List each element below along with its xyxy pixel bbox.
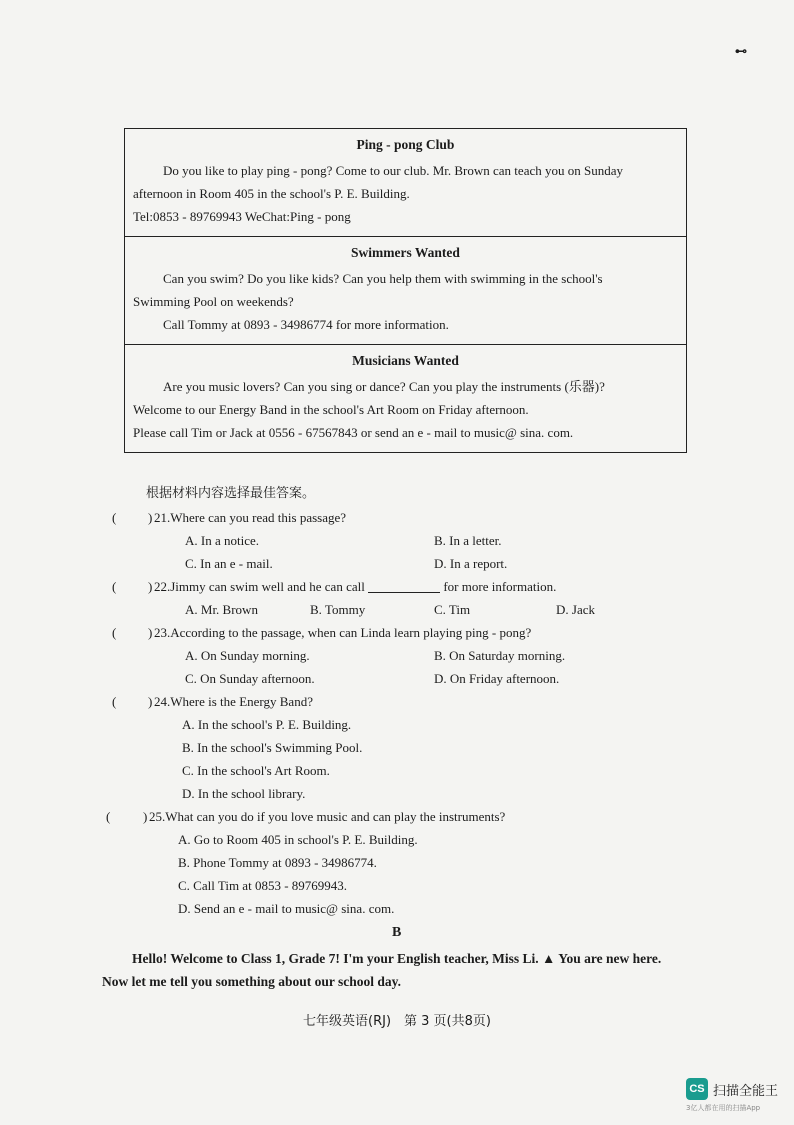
option-d: D. In a report. <box>434 556 508 571</box>
scanner-logo <box>686 1078 778 1100</box>
option-a: A. Mr. Brown <box>185 602 258 617</box>
option-a: A. On Sunday morning. <box>185 648 310 663</box>
ad-musicians <box>125 345 686 452</box>
question-stem-row <box>100 506 700 529</box>
passage-paragraph: Hello! Welcome to Class 1, Grade 7! I'm your English teacher, Miss Li. ▲ You are new here. Now let me tell you something about our school day. <box>102 951 662 989</box>
option-row <box>100 897 700 920</box>
answer-paren-open: ( <box>112 510 117 525</box>
option-c: C. In an e - mail. <box>185 556 273 571</box>
option-row <box>100 598 700 621</box>
answer-paren-open: ( <box>112 694 117 709</box>
scanner-tagline: 3亿人都在用的扫描App <box>686 1104 761 1112</box>
instruction: 根据材料内容选择最佳答案。 <box>146 486 316 501</box>
ads-box <box>124 128 687 453</box>
option-c: C. On Sunday afternoon. <box>185 671 315 686</box>
option-b: B. Tommy <box>310 602 366 617</box>
answer-paren-close: ) <box>148 694 153 709</box>
option-row <box>100 667 700 690</box>
passage-b <box>102 947 688 993</box>
question-stem: 24.Where is the Energy Band? <box>154 694 313 709</box>
option-b: B. In a letter. <box>434 533 502 548</box>
option-a: A. In a notice. <box>185 533 260 548</box>
ad-line: Please call Tim or Jack at 0556 - 67567843 or send an e - mail to music@ sina. com. <box>133 425 574 440</box>
answer-paren-close: ) <box>143 809 148 824</box>
option-row <box>100 552 700 575</box>
option-b: B. In the school's Swimming Pool. <box>182 740 363 755</box>
option-row <box>100 759 700 782</box>
ad-line: afternoon in Room 405 in the school's P. E. Building. <box>133 186 410 201</box>
section-heading: B <box>392 925 402 940</box>
ad-title: Musicians Wanted <box>352 353 459 368</box>
option-row <box>100 851 700 874</box>
question-stem-row <box>100 690 700 713</box>
answer-paren-open: ( <box>106 809 111 824</box>
cs-logo-icon: CS <box>686 1078 708 1100</box>
option-row <box>100 782 700 805</box>
answer-blank[interactable] <box>368 578 440 593</box>
question-stem: 21.Where can you read this passage? <box>154 510 347 525</box>
question-stem: 22.Jimmy can swim well and he can call for more information. <box>154 579 557 594</box>
option-c: C. Tim <box>434 602 471 617</box>
question-stem-row <box>100 575 700 598</box>
option-row <box>100 713 700 736</box>
option-c: C. In the school's Art Room. <box>182 763 330 778</box>
question-stem-row <box>100 621 700 644</box>
option-d: D. Jack <box>556 602 595 617</box>
questions <box>100 506 700 920</box>
option-row <box>100 828 700 851</box>
ad-title: Swimmers Wanted <box>351 245 460 260</box>
question-stem-row <box>100 805 700 828</box>
ad-line: Call Tommy at 0893 - 34986774 for more information. <box>163 317 449 332</box>
corner-mark: ⊷ <box>735 44 747 58</box>
option-b: B. Phone Tommy at 0893 - 34986774. <box>178 855 377 870</box>
answer-paren-close: ) <box>148 510 153 525</box>
ad-swimmers <box>125 237 686 345</box>
ad-line: Swimming Pool on weekends? <box>133 294 294 309</box>
option-a: A. Go to Room 405 in school's P. E. Building. <box>178 832 418 847</box>
page-footer: 七年级英语(RJ) 第 3 页(共8页) <box>303 1014 491 1029</box>
option-row <box>100 874 700 897</box>
question-stem: 23.According to the passage, when can Linda learn playing ping - pong? <box>154 625 532 640</box>
option-d: D. On Friday afternoon. <box>434 671 560 686</box>
ad-line: Tel:0853 - 89769943 WeChat:Ping - pong <box>133 209 351 224</box>
scanner-name: 扫描全能王 <box>713 1083 779 1099</box>
ad-line: Can you swim? Do you like kids? Can you help them with swimming in the school's <box>163 271 603 286</box>
question-stem: 25.What can you do if you love music and can play the instruments? <box>149 809 506 824</box>
option-b: B. On Saturday morning. <box>434 648 566 663</box>
answer-paren-close: ) <box>148 579 153 594</box>
ad-line: Do you like to play ping - pong? Come to our club. Mr. Brown can teach you on Sunday <box>163 163 623 178</box>
answer-paren-close: ) <box>148 625 153 640</box>
option-row <box>100 736 700 759</box>
option-a: A. In the school's P. E. Building. <box>182 717 352 732</box>
option-d: D. Send an e - mail to music@ sina. com. <box>178 901 395 916</box>
option-row <box>100 529 700 552</box>
option-c: C. Call Tim at 0853 - 89769943. <box>178 878 348 893</box>
ad-line: Are you music lovers? Can you sing or dance? Can you play the instruments (乐器)? <box>163 379 605 394</box>
option-d: D. In the school library. <box>182 786 306 801</box>
ad-ping-pong <box>125 129 686 237</box>
answer-paren-open: ( <box>112 625 117 640</box>
ad-line: Welcome to our Energy Band in the school's Art Room on Friday afternoon. <box>133 402 529 417</box>
answer-paren-open: ( <box>112 579 117 594</box>
option-row <box>100 644 700 667</box>
ad-title: Ping - pong Club <box>356 137 455 152</box>
